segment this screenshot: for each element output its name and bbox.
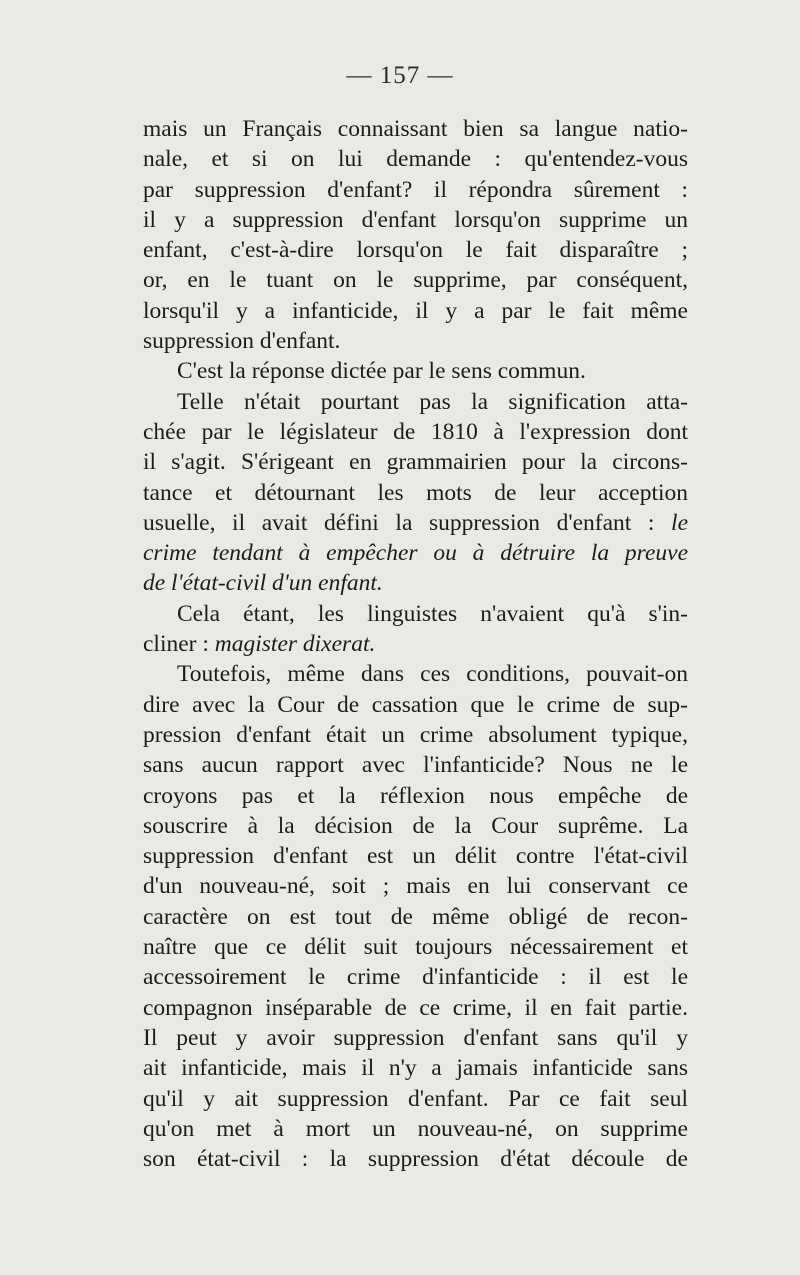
text-line: Il peut y avoir suppression d'enfant sans qu'il y [143, 1024, 688, 1051]
text-line: tance et détournant les mots de leur acception [143, 479, 688, 506]
body-text [143, 114, 688, 1174]
text-segment: cliner : [143, 631, 209, 658]
text-line: chée par le législateur de 1810 à l'expression dont [143, 418, 688, 445]
text-line: il y a suppression d'enfant lorsqu'on supprime un [143, 206, 688, 233]
text-line: suppression d'enfant est un délit contre l'état-civil [143, 843, 688, 870]
text-line: d'un nouveau-né, soit ; mais en lui conservant ce [143, 873, 688, 900]
text-line: caractère on est tout de même obligé de recon- [143, 903, 688, 930]
italic-segment: magister dixerat. [214, 631, 376, 658]
text-line: par suppression d'enfant? il répondra sûrement : [143, 176, 688, 203]
page-number: — 157 — [346, 62, 454, 89]
text-line: qu'il y ait suppression d'enfant. Par ce fait seul [143, 1085, 688, 1112]
text-line: croyons pas et la réflexion nous empêche de [143, 782, 688, 809]
text-line: qu'on met à mort un nouveau-né, on supprime [143, 1115, 688, 1142]
text-line: son état-civil : la suppression d'état découle de [143, 1146, 688, 1173]
text-line: il s'agit. S'érigeant en grammairien pour la circons- [143, 449, 688, 476]
text-line: sans aucun rapport avec l'infanticide? Nous ne le [143, 752, 688, 779]
italic-segment: le [671, 509, 689, 536]
text-line: lorsqu'il y a infanticide, il y a par le fait même [143, 297, 688, 324]
text-line: dire avec la Cour de cassation que le crime de sup- [143, 691, 688, 718]
text-line: or, en le tuant on le supprime, par conséquent, [143, 267, 688, 294]
text-line: ait infanticide, mais il n'y a jamais infanticide sans [143, 1055, 688, 1082]
text-line-italic: de l'état-civil d'un enfant. [143, 570, 383, 597]
text-line: Telle n'était pourtant pas la signification atta- [177, 388, 688, 415]
text-line: souscrire à la décision de la Cour suprême. La [143, 812, 688, 839]
text-line: Cela étant, les linguistes n'avaient qu'à s'in- [177, 600, 688, 627]
text-line [143, 629, 688, 659]
text-line [143, 508, 688, 538]
text-line: pression d'enfant était un crime absolument typique, [143, 721, 688, 748]
text-segment: usuelle, il avait défini la suppression d'enfant : [143, 509, 655, 536]
text-line: Toutefois, même dans ces conditions, pouvait-on [177, 661, 688, 688]
text-line: C'est la réponse dictée par le sens commun. [177, 358, 586, 385]
text-line: compagnon inséparable de ce crime, il en fait partie. [143, 994, 688, 1021]
text-line: mais un Français connaissant bien sa langue natio- [143, 116, 688, 142]
text-line: enfant, c'est-à-dire lorsqu'on le fait disparaître ; [143, 237, 688, 264]
text-line: nale, et si on lui demande : qu'entendez-vous [143, 146, 688, 173]
text-line: suppression d'enfant. [143, 328, 341, 355]
text-line: accessoirement le crime d'infanticide : il est le [143, 964, 688, 991]
text-line-italic: crime tendant à empêcher ou à détruire la preuve [143, 540, 688, 567]
text-line: naître que ce délit suit toujours nécessairement et [143, 934, 688, 961]
